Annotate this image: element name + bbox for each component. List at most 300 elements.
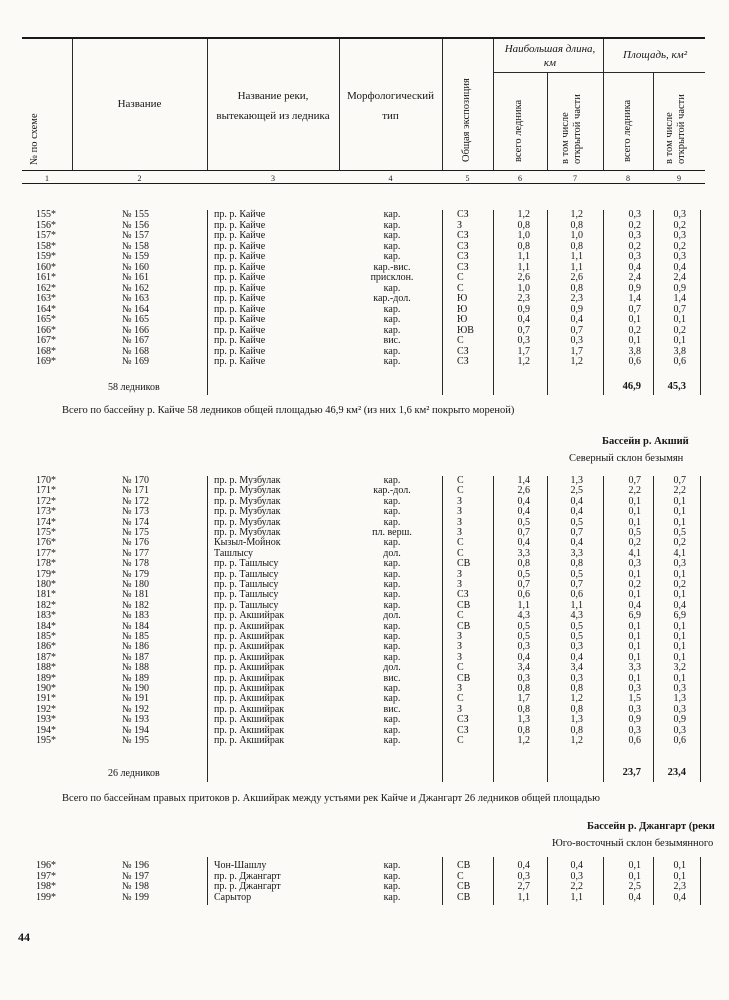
cell-area-open: 0,6 bbox=[673, 356, 686, 367]
cell-length-open: 0,4 bbox=[570, 860, 583, 871]
cell-length-total: 2,6 bbox=[517, 485, 530, 497]
cell-morph-type: кар. bbox=[383, 209, 401, 220]
cell-length-open: 0,6 bbox=[570, 589, 583, 601]
cell-length-open: 2,2 bbox=[570, 881, 583, 892]
cell-morph-type: кар.-дол. bbox=[373, 485, 411, 497]
cell-morph-type: кар. bbox=[383, 714, 401, 726]
cell-river-name: пр. р. Музбулак bbox=[214, 527, 281, 538]
cell-exposure: З bbox=[457, 495, 463, 507]
cell-river-name: пр. р. Кайче bbox=[214, 345, 266, 357]
cell-scheme-number: 188* bbox=[36, 662, 56, 674]
cell-exposure: СВ bbox=[457, 558, 471, 570]
cell-scheme-number: 171* bbox=[36, 485, 56, 497]
cell-river-name: пр. р. Музбулак bbox=[214, 506, 281, 518]
cell-length-total: 1,2 bbox=[517, 735, 530, 746]
cell-area-open: 3,2 bbox=[673, 662, 686, 674]
table-row bbox=[0, 601, 729, 611]
cell-morph-type: кар. bbox=[383, 870, 401, 882]
cell-length-open: 0,4 bbox=[570, 651, 583, 663]
cell-scheme-number: 183* bbox=[36, 610, 56, 622]
cell-scheme-number: 177* bbox=[36, 547, 56, 559]
section2-summary-label: 26 ледников bbox=[108, 768, 160, 779]
cell-glacier-name: № 197 bbox=[122, 870, 150, 882]
cell-exposure: С bbox=[457, 735, 464, 746]
cell-exposure: З bbox=[457, 703, 463, 715]
header-area-open-line1: в том числе bbox=[664, 112, 675, 164]
column-number: 5 bbox=[465, 174, 470, 183]
cell-exposure: З bbox=[457, 579, 463, 590]
cell-area-open: 0,5 bbox=[673, 527, 686, 538]
cell-morph-type: кар. bbox=[383, 589, 401, 601]
table-row bbox=[0, 653, 729, 663]
cell-length-total: 0,4 bbox=[517, 506, 530, 518]
cell-area-total: 0,4 bbox=[628, 599, 641, 611]
cell-exposure: З bbox=[457, 568, 463, 580]
cell-scheme-number: 176* bbox=[36, 537, 56, 549]
cell-scheme-number: 182* bbox=[36, 599, 56, 611]
cell-length-open: 0,4 bbox=[570, 495, 583, 507]
cell-area-open: 6,9 bbox=[673, 610, 686, 622]
cell-area-total: 0,3 bbox=[628, 703, 641, 715]
cell-area-open: 0,6 bbox=[673, 735, 686, 746]
table-row bbox=[0, 559, 729, 569]
cell-area-open: 0,1 bbox=[673, 568, 686, 580]
cell-river-name: пр. р. Ташлысу bbox=[214, 558, 279, 570]
cell-exposure: СЗ bbox=[457, 251, 469, 262]
header-column-number-rule bbox=[22, 170, 705, 171]
cell-length-total: 1,1 bbox=[517, 599, 530, 611]
cell-morph-type: кар. bbox=[383, 314, 401, 325]
cell-length-open: 2,5 bbox=[570, 485, 583, 497]
table-row bbox=[0, 315, 729, 325]
cell-area-total: 6,9 bbox=[628, 610, 641, 622]
cell-glacier-name: № 182 bbox=[122, 599, 150, 611]
column-number: 6 bbox=[518, 174, 522, 183]
table-row bbox=[0, 273, 729, 283]
cell-glacier-name: № 185 bbox=[122, 631, 150, 642]
cell-length-total: 1,4 bbox=[517, 475, 530, 486]
column-number: 7 bbox=[573, 174, 577, 183]
table-row bbox=[0, 294, 729, 304]
cell-glacier-name: № 173 bbox=[122, 506, 150, 518]
header-river-line1: Название реки, bbox=[237, 90, 309, 102]
cell-river-name: пр. р. Кайче bbox=[214, 209, 266, 220]
cell-river-name: пр. р. Акшийрак bbox=[214, 724, 285, 736]
header-area-open bbox=[664, 94, 688, 164]
cell-length-open: 0,7 bbox=[570, 324, 583, 336]
cell-glacier-name: № 199 bbox=[122, 891, 150, 903]
cell-area-total: 0,6 bbox=[628, 735, 641, 746]
table-row bbox=[0, 882, 729, 892]
cell-scheme-number: 189* bbox=[36, 672, 56, 684]
cell-scheme-number: 190* bbox=[36, 683, 56, 694]
cell-exposure: СЗ bbox=[457, 209, 469, 220]
cell-exposure: С bbox=[457, 282, 464, 294]
header-area-total: всего ледника bbox=[622, 99, 633, 162]
cell-area-total: 2,2 bbox=[628, 485, 641, 497]
cell-area-total: 0,7 bbox=[628, 475, 641, 486]
cell-scheme-number: 178* bbox=[36, 558, 56, 570]
cell-length-open: 0,8 bbox=[570, 703, 583, 715]
header-river bbox=[207, 90, 339, 124]
section2-basin-title: Бассейн р. Акший bbox=[602, 436, 689, 447]
cell-length-open: 0,4 bbox=[570, 314, 583, 325]
cell-length-total: 0,3 bbox=[517, 335, 530, 346]
cell-scheme-number: 191* bbox=[36, 693, 56, 705]
cell-scheme-number: 199* bbox=[36, 891, 56, 903]
cell-morph-type: кар. bbox=[383, 537, 401, 549]
cell-area-total: 0,4 bbox=[628, 261, 641, 273]
cell-length-total: 3,4 bbox=[517, 662, 530, 674]
cell-glacier-name: № 166 bbox=[122, 324, 150, 336]
cell-area-total: 0,1 bbox=[628, 589, 641, 601]
header-divider bbox=[442, 39, 443, 170]
header-river-line2: вытекающей из ледника bbox=[216, 109, 330, 122]
cell-area-total: 1,5 bbox=[628, 693, 641, 705]
cell-glacier-name: № 192 bbox=[122, 703, 150, 715]
cell-length-open: 0,8 bbox=[570, 724, 583, 736]
page-number: 44 bbox=[18, 930, 30, 944]
table-row bbox=[0, 507, 729, 517]
cell-river-name: пр. р. Акшийрак bbox=[214, 662, 285, 674]
cell-scheme-number: 187* bbox=[36, 651, 56, 663]
cell-length-total: 0,4 bbox=[517, 651, 530, 663]
cell-length-open: 0,7 bbox=[570, 527, 583, 538]
cell-area-total: 0,1 bbox=[628, 672, 641, 684]
cell-length-open: 1,3 bbox=[570, 475, 583, 486]
table-row bbox=[0, 210, 729, 220]
cell-morph-type: кар. bbox=[383, 558, 401, 570]
cell-glacier-name: № 178 bbox=[122, 558, 150, 570]
section2-summary-open: 23,4 bbox=[667, 767, 686, 778]
cell-morph-type: кар. bbox=[383, 599, 401, 611]
cell-area-open: 0,1 bbox=[673, 335, 686, 346]
cell-river-name: пр. р. Музбулак bbox=[214, 485, 281, 497]
cell-scheme-number: 186* bbox=[36, 641, 56, 653]
cell-length-total: 0,6 bbox=[517, 589, 530, 601]
cell-area-total: 0,1 bbox=[628, 641, 641, 653]
cell-river-name: пр. р. Кайче bbox=[214, 324, 266, 336]
cell-morph-type: кар. bbox=[383, 860, 401, 871]
cell-glacier-name: № 181 bbox=[122, 589, 150, 601]
cell-area-total: 0,2 bbox=[628, 324, 641, 336]
cell-length-open: 0,5 bbox=[570, 516, 583, 528]
cell-exposure: СЗ bbox=[457, 724, 469, 736]
cell-length-open: 0,3 bbox=[570, 641, 583, 653]
cell-glacier-name: № 196 bbox=[122, 860, 150, 871]
cell-glacier-name: № 180 bbox=[122, 579, 150, 590]
header-length-total: всего ледника bbox=[513, 99, 524, 162]
section3-basin-title: Бассейн р. Джангарт (реки bbox=[587, 821, 715, 832]
header-bottom-rule bbox=[22, 183, 705, 184]
cell-glacier-name: № 193 bbox=[122, 714, 150, 726]
cell-area-open: 2,4 bbox=[673, 272, 686, 283]
cell-exposure: С bbox=[457, 547, 464, 559]
cell-length-open: 1,2 bbox=[570, 693, 583, 705]
cell-scheme-number: 166* bbox=[36, 324, 56, 336]
cell-glacier-name: № 184 bbox=[122, 620, 150, 632]
cell-scheme-number: 179* bbox=[36, 568, 56, 580]
cell-area-total: 0,1 bbox=[628, 335, 641, 346]
cell-length-total: 1,2 bbox=[517, 209, 530, 220]
cell-river-name: пр. р. Акшийрак bbox=[214, 641, 285, 653]
table-row bbox=[0, 518, 729, 528]
cell-morph-type: кар. bbox=[383, 356, 401, 367]
table-row bbox=[0, 263, 729, 273]
cell-glacier-name: № 160 bbox=[122, 261, 150, 273]
cell-exposure: С bbox=[457, 272, 464, 283]
cell-glacier-name: № 164 bbox=[122, 303, 150, 315]
table-row bbox=[0, 663, 729, 673]
cell-length-total: 0,8 bbox=[517, 558, 530, 570]
cell-area-total: 3,3 bbox=[628, 662, 641, 674]
cell-river-name: пр. р. Кайче bbox=[214, 314, 266, 325]
header-scheme-number: № по схеме bbox=[29, 113, 40, 165]
cell-morph-type: кар. bbox=[383, 631, 401, 642]
cell-scheme-number: 198* bbox=[36, 881, 56, 892]
cell-area-total: 3,8 bbox=[628, 345, 641, 357]
cell-exposure: С bbox=[457, 662, 464, 674]
cell-river-name: пр. р. Акшийрак bbox=[214, 735, 285, 746]
cell-exposure: С bbox=[457, 870, 464, 882]
cell-length-total: 0,3 bbox=[517, 672, 530, 684]
cell-river-name: пр. р. Джангарт bbox=[214, 881, 281, 892]
table-row bbox=[0, 705, 729, 715]
cell-area-total: 0,2 bbox=[628, 240, 641, 252]
table-row bbox=[0, 570, 729, 580]
table-row bbox=[0, 694, 729, 704]
cell-glacier-name: № 155 bbox=[122, 209, 150, 220]
table-row bbox=[0, 726, 729, 736]
cell-morph-type: кар. bbox=[383, 735, 401, 746]
cell-area-open: 0,2 bbox=[673, 579, 686, 590]
cell-scheme-number: 169* bbox=[36, 356, 56, 367]
cell-glacier-name: № 195 bbox=[122, 735, 150, 746]
cell-scheme-number: 184* bbox=[36, 620, 56, 632]
header-divider bbox=[653, 72, 654, 170]
cell-morph-type: пл. верш. bbox=[372, 527, 412, 538]
cell-morph-type: кар. bbox=[383, 724, 401, 736]
column-number: 2 bbox=[137, 174, 142, 183]
table-row bbox=[0, 284, 729, 294]
cell-glacier-name: № 177 bbox=[122, 547, 150, 559]
cell-glacier-name: № 186 bbox=[122, 641, 150, 653]
table-row bbox=[0, 642, 729, 652]
cell-river-name: пр. р. Ташлысу bbox=[214, 599, 279, 611]
cell-river-name: Сарытор bbox=[214, 891, 252, 903]
cell-glacier-name: № 158 bbox=[122, 240, 150, 252]
cell-glacier-name: № 191 bbox=[122, 693, 150, 705]
cell-length-open: 1,2 bbox=[570, 209, 583, 220]
cell-river-name: пр. р. Музбулак bbox=[214, 495, 281, 507]
header-length-open-line2: открытой части bbox=[572, 94, 584, 164]
cell-area-open: 0,4 bbox=[673, 599, 686, 611]
cell-length-total: 0,3 bbox=[517, 641, 530, 653]
cell-morph-type: присклон. bbox=[370, 272, 414, 283]
cell-area-open: 4,1 bbox=[673, 547, 686, 559]
cell-exposure: З bbox=[457, 651, 463, 663]
cell-morph-type: кар. bbox=[383, 641, 401, 653]
cell-area-total: 1,4 bbox=[628, 293, 641, 304]
header-length-open-line1: в том числе bbox=[560, 112, 571, 164]
cell-morph-type: кар. bbox=[383, 230, 401, 241]
cell-area-open: 0,1 bbox=[673, 641, 686, 653]
cell-length-open: 0,7 bbox=[570, 579, 583, 590]
cell-length-total: 0,3 bbox=[517, 870, 530, 882]
cell-length-total: 0,8 bbox=[517, 724, 530, 736]
cell-area-open: 0,9 bbox=[673, 282, 686, 294]
cell-length-open: 0,4 bbox=[570, 506, 583, 518]
cell-scheme-number: 159* bbox=[36, 251, 56, 262]
section1-summary-area: 46,9 bbox=[622, 381, 641, 392]
header-length-group: Наибольшая длина, км bbox=[504, 43, 596, 69]
cell-area-open: 0,1 bbox=[673, 651, 686, 663]
table-row bbox=[0, 336, 729, 346]
cell-length-open: 1,1 bbox=[570, 261, 583, 273]
cell-length-open: 1,2 bbox=[570, 735, 583, 746]
cell-area-open: 0,3 bbox=[673, 724, 686, 736]
cell-length-open: 0,5 bbox=[570, 620, 583, 632]
cell-morph-type: дол. bbox=[383, 610, 401, 622]
cell-area-open: 0,4 bbox=[673, 261, 686, 273]
cell-scheme-number: 197* bbox=[36, 870, 56, 882]
cell-exposure: СЗ bbox=[457, 345, 469, 357]
cell-morph-type: кар. bbox=[383, 891, 401, 903]
cell-scheme-number: 172* bbox=[36, 495, 56, 507]
cell-glacier-name: № 156 bbox=[122, 219, 150, 231]
cell-scheme-number: 193* bbox=[36, 714, 56, 726]
cell-area-total: 0,1 bbox=[628, 495, 641, 507]
cell-length-total: 1,1 bbox=[517, 261, 530, 273]
cell-area-open: 0,2 bbox=[673, 537, 686, 549]
cell-length-open: 3,3 bbox=[570, 547, 583, 559]
table-row bbox=[0, 357, 729, 367]
cell-river-name: пр. р. Музбулак bbox=[214, 516, 281, 528]
table-row bbox=[0, 476, 729, 486]
cell-length-total: 0,8 bbox=[517, 219, 530, 231]
cell-length-open: 1,2 bbox=[570, 356, 583, 367]
cell-scheme-number: 161* bbox=[36, 272, 56, 283]
cell-river-name: пр. р. Кайче bbox=[214, 356, 266, 367]
cell-length-total: 1,1 bbox=[517, 251, 530, 262]
table-row bbox=[0, 872, 729, 882]
cell-area-total: 0,5 bbox=[628, 527, 641, 538]
cell-length-open: 2,6 bbox=[570, 272, 583, 283]
cell-exposure: З bbox=[457, 683, 463, 694]
header-length-open bbox=[560, 94, 584, 164]
cell-area-open: 3,8 bbox=[673, 345, 686, 357]
cell-exposure: С bbox=[457, 693, 464, 705]
cell-length-total: 0,4 bbox=[517, 860, 530, 871]
cell-area-total: 0,2 bbox=[628, 579, 641, 590]
cell-scheme-number: 196* bbox=[36, 860, 56, 871]
cell-area-open: 0,4 bbox=[673, 891, 686, 903]
cell-glacier-name: № 172 bbox=[122, 495, 150, 507]
cell-length-total: 1,0 bbox=[517, 282, 530, 294]
section3-slope-title: Юго-восточный склон безымянного bbox=[552, 838, 714, 849]
cell-area-total: 2,4 bbox=[628, 272, 641, 283]
table-row bbox=[0, 326, 729, 336]
cell-length-total: 0,7 bbox=[517, 324, 530, 336]
cell-river-name: пр. р. Ташлысу bbox=[214, 568, 279, 580]
section1-summary-label: 58 ледников bbox=[108, 382, 160, 393]
cell-area-open: 1,3 bbox=[673, 693, 686, 705]
cell-area-open: 0,2 bbox=[673, 219, 686, 231]
cell-area-open: 0,3 bbox=[673, 683, 686, 694]
cell-morph-type: кар. bbox=[383, 345, 401, 357]
cell-river-name: пр. р. Акшийрак bbox=[214, 683, 285, 694]
cell-area-total: 0,3 bbox=[628, 724, 641, 736]
cell-river-name: пр. р. Кайче bbox=[214, 335, 266, 346]
cell-morph-type: кар. bbox=[383, 324, 401, 336]
cell-area-total: 0,3 bbox=[628, 251, 641, 262]
header-exposure: Общая экспозиция bbox=[461, 78, 472, 162]
cell-area-open: 0,1 bbox=[673, 516, 686, 528]
cell-river-name: пр. р. Ташлысу bbox=[214, 579, 279, 590]
cell-morph-type: кар. bbox=[383, 506, 401, 518]
cell-length-open: 0,8 bbox=[570, 282, 583, 294]
cell-length-open: 1,7 bbox=[570, 345, 583, 357]
cell-length-total: 0,4 bbox=[517, 314, 530, 325]
cell-length-open: 1,1 bbox=[570, 251, 583, 262]
cell-glacier-name: № 170 bbox=[122, 475, 150, 486]
cell-area-open: 0,1 bbox=[673, 495, 686, 507]
cell-morph-type: кар. bbox=[383, 693, 401, 705]
cell-length-total: 0,5 bbox=[517, 620, 530, 632]
cell-exposure: СВ bbox=[457, 891, 471, 903]
cell-area-total: 0,1 bbox=[628, 506, 641, 518]
cell-river-name: пр. р. Акшийрак bbox=[214, 672, 285, 684]
table-row bbox=[0, 893, 729, 903]
column-number: 4 bbox=[388, 174, 393, 183]
cell-area-total: 0,1 bbox=[628, 860, 641, 871]
cell-river-name: пр. р. Кайче bbox=[214, 282, 266, 294]
cell-exposure: СВ bbox=[457, 881, 471, 892]
cell-scheme-number: 167* bbox=[36, 335, 56, 346]
cell-area-open: 0,1 bbox=[673, 620, 686, 632]
cell-glacier-name: № 162 bbox=[122, 282, 150, 294]
column-number: 3 bbox=[271, 174, 275, 183]
cell-area-open: 0,7 bbox=[673, 303, 686, 315]
cell-area-total: 0,1 bbox=[628, 516, 641, 528]
cell-scheme-number: 181* bbox=[36, 589, 56, 601]
section1-total-note: Всего по бассейну р. Кайче 58 ледников общей площадью 46,9 км² (из них 1,6 км² покрыто мореной) bbox=[62, 405, 515, 416]
cell-length-total: 1,7 bbox=[517, 345, 530, 357]
cell-glacier-name: № 174 bbox=[122, 516, 150, 528]
cell-length-open: 0,4 bbox=[570, 537, 583, 549]
table-row bbox=[0, 580, 729, 590]
cell-area-total: 0,6 bbox=[628, 356, 641, 367]
cell-river-name: пр. р. Кайче bbox=[214, 240, 266, 252]
cell-length-total: 0,5 bbox=[517, 516, 530, 528]
cell-glacier-name: № 159 bbox=[122, 251, 150, 262]
cell-river-name: пр. р. Акшийрак bbox=[214, 693, 285, 705]
cell-glacier-name: № 167 bbox=[122, 335, 150, 346]
section2-slope-title: Северный склон безымян bbox=[569, 453, 684, 464]
cell-morph-type: кар. bbox=[383, 303, 401, 315]
cell-area-open: 0,3 bbox=[673, 230, 686, 241]
cell-length-total: 3,3 bbox=[517, 547, 530, 559]
cell-length-open: 0,3 bbox=[570, 335, 583, 346]
cell-river-name: пр. р. Акшийрак bbox=[214, 703, 285, 715]
cell-length-open: 0,5 bbox=[570, 568, 583, 580]
table-row bbox=[0, 861, 729, 871]
cell-area-open: 0,7 bbox=[673, 475, 686, 486]
cell-exposure: Ю bbox=[457, 303, 468, 315]
cell-morph-type: кар. bbox=[383, 251, 401, 262]
cell-length-total: 0,8 bbox=[517, 683, 530, 694]
cell-length-total: 2,6 bbox=[517, 272, 530, 283]
